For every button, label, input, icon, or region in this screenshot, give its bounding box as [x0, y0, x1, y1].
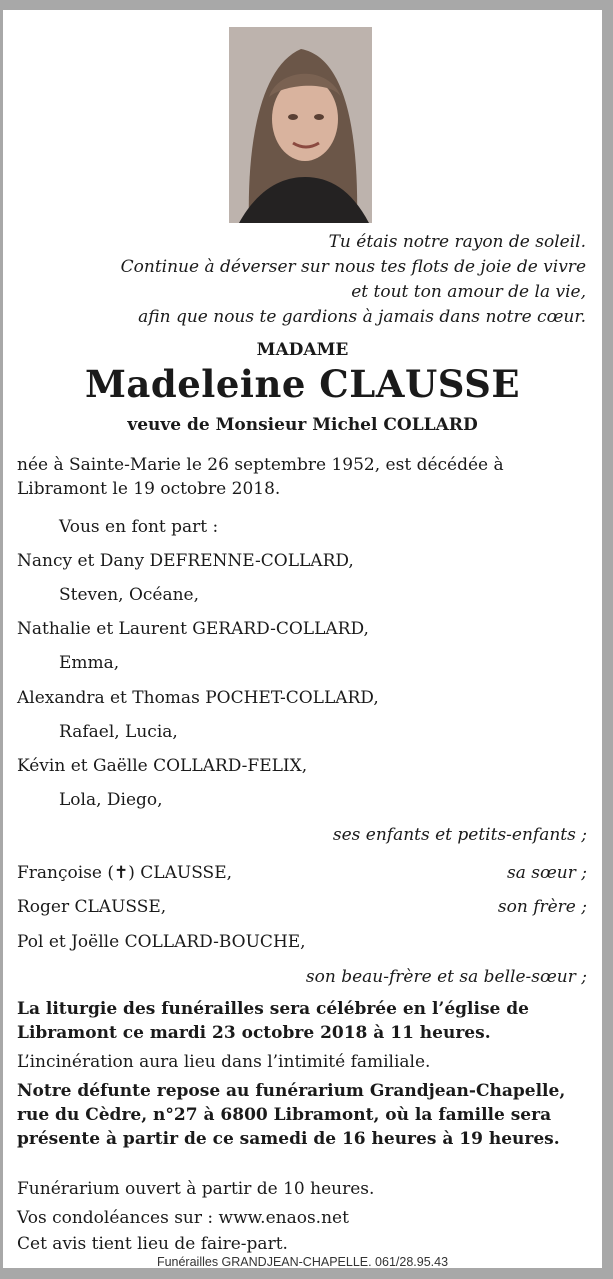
family-line: Kévin et Gaëlle COLLARD-FELIX, — [17, 756, 308, 776]
inlaws: Pol et Joëlle COLLARD-BOUCHE, — [17, 932, 306, 952]
poem-line: Tu étais notre rayon de soleil. — [328, 232, 586, 252]
poem — [26, 230, 586, 330]
notice-text: Cet avis tient lieu de faire-part. — [17, 1234, 288, 1254]
sibling-row — [17, 861, 587, 885]
sibling-role: sa sœur ; — [506, 863, 587, 883]
footer: Funérailles GRANDJEAN-CHAPELLE. 061/28.95.43 — [156, 1255, 449, 1269]
family-line: Lola, Diego, — [59, 790, 163, 810]
poem-line: afin que nous te gardions à jamais dans notre cœur. — [138, 307, 586, 327]
cremation-text: L’incinération aura lieu dans l’intimité familiale. — [17, 1052, 431, 1072]
inlaws-label: son beau-frère et sa belle-sœur ; — [305, 967, 587, 987]
family-line: Nancy et Dany DEFRENNE-COLLARD, — [17, 551, 354, 571]
children-label: ses enfants et petits-enfants ; — [332, 825, 587, 845]
birth-death-text: née à Sainte-Marie le 26 septembre 1952, est décédée à Libramont le 19 octobre 2018. — [17, 455, 504, 499]
condolences-text: Vos condoléances sur : www.enaos.net — [17, 1208, 349, 1228]
liturgy-text: La liturgie des funérailles sera célébrée en l’église de Libramont ce mardi 23 octobre 2018 à 11 heures. — [17, 999, 529, 1043]
opening-text: Funérarium ouvert à partir de 10 heures. — [17, 1179, 375, 1199]
obituary-card — [3, 10, 602, 1268]
sibling-name: Françoise (✝) CLAUSSE, — [17, 863, 233, 883]
widow-line: veuve de Monsieur Michel COLLARD — [127, 415, 478, 435]
family-line: Nathalie et Laurent GERARD-COLLARD, — [17, 619, 369, 639]
portrait-image — [229, 27, 372, 223]
announce: Vous en font part : — [59, 517, 219, 537]
family-line: Steven, Océane, — [59, 585, 200, 605]
family-line: Alexandra et Thomas POCHET-COLLARD, — [17, 688, 379, 708]
rest-text: Notre défunte repose au funérarium Grandjean-Chapelle, rue du Cèdre, n°27 à 6800 Libramont, où la famille sera présente à partir de ce samedi de 16 heures à 19 heures. — [17, 1081, 566, 1149]
title: MADAME — [256, 340, 349, 360]
sibling-name: Roger CLAUSSE, — [17, 897, 167, 917]
sibling-row — [17, 895, 587, 919]
family-line: Rafael, Lucia, — [59, 722, 178, 742]
poem-line: et tout ton amour de la vie, — [351, 282, 586, 302]
family-line: Emma, — [59, 653, 120, 673]
sibling-role: son frère ; — [497, 897, 587, 917]
portrait-photo — [229, 27, 372, 223]
poem-line: Continue à déverser sur nous tes flots de joie de vivre — [120, 257, 586, 277]
deceased-name: Madeleine CLAUSSE — [84, 362, 521, 406]
